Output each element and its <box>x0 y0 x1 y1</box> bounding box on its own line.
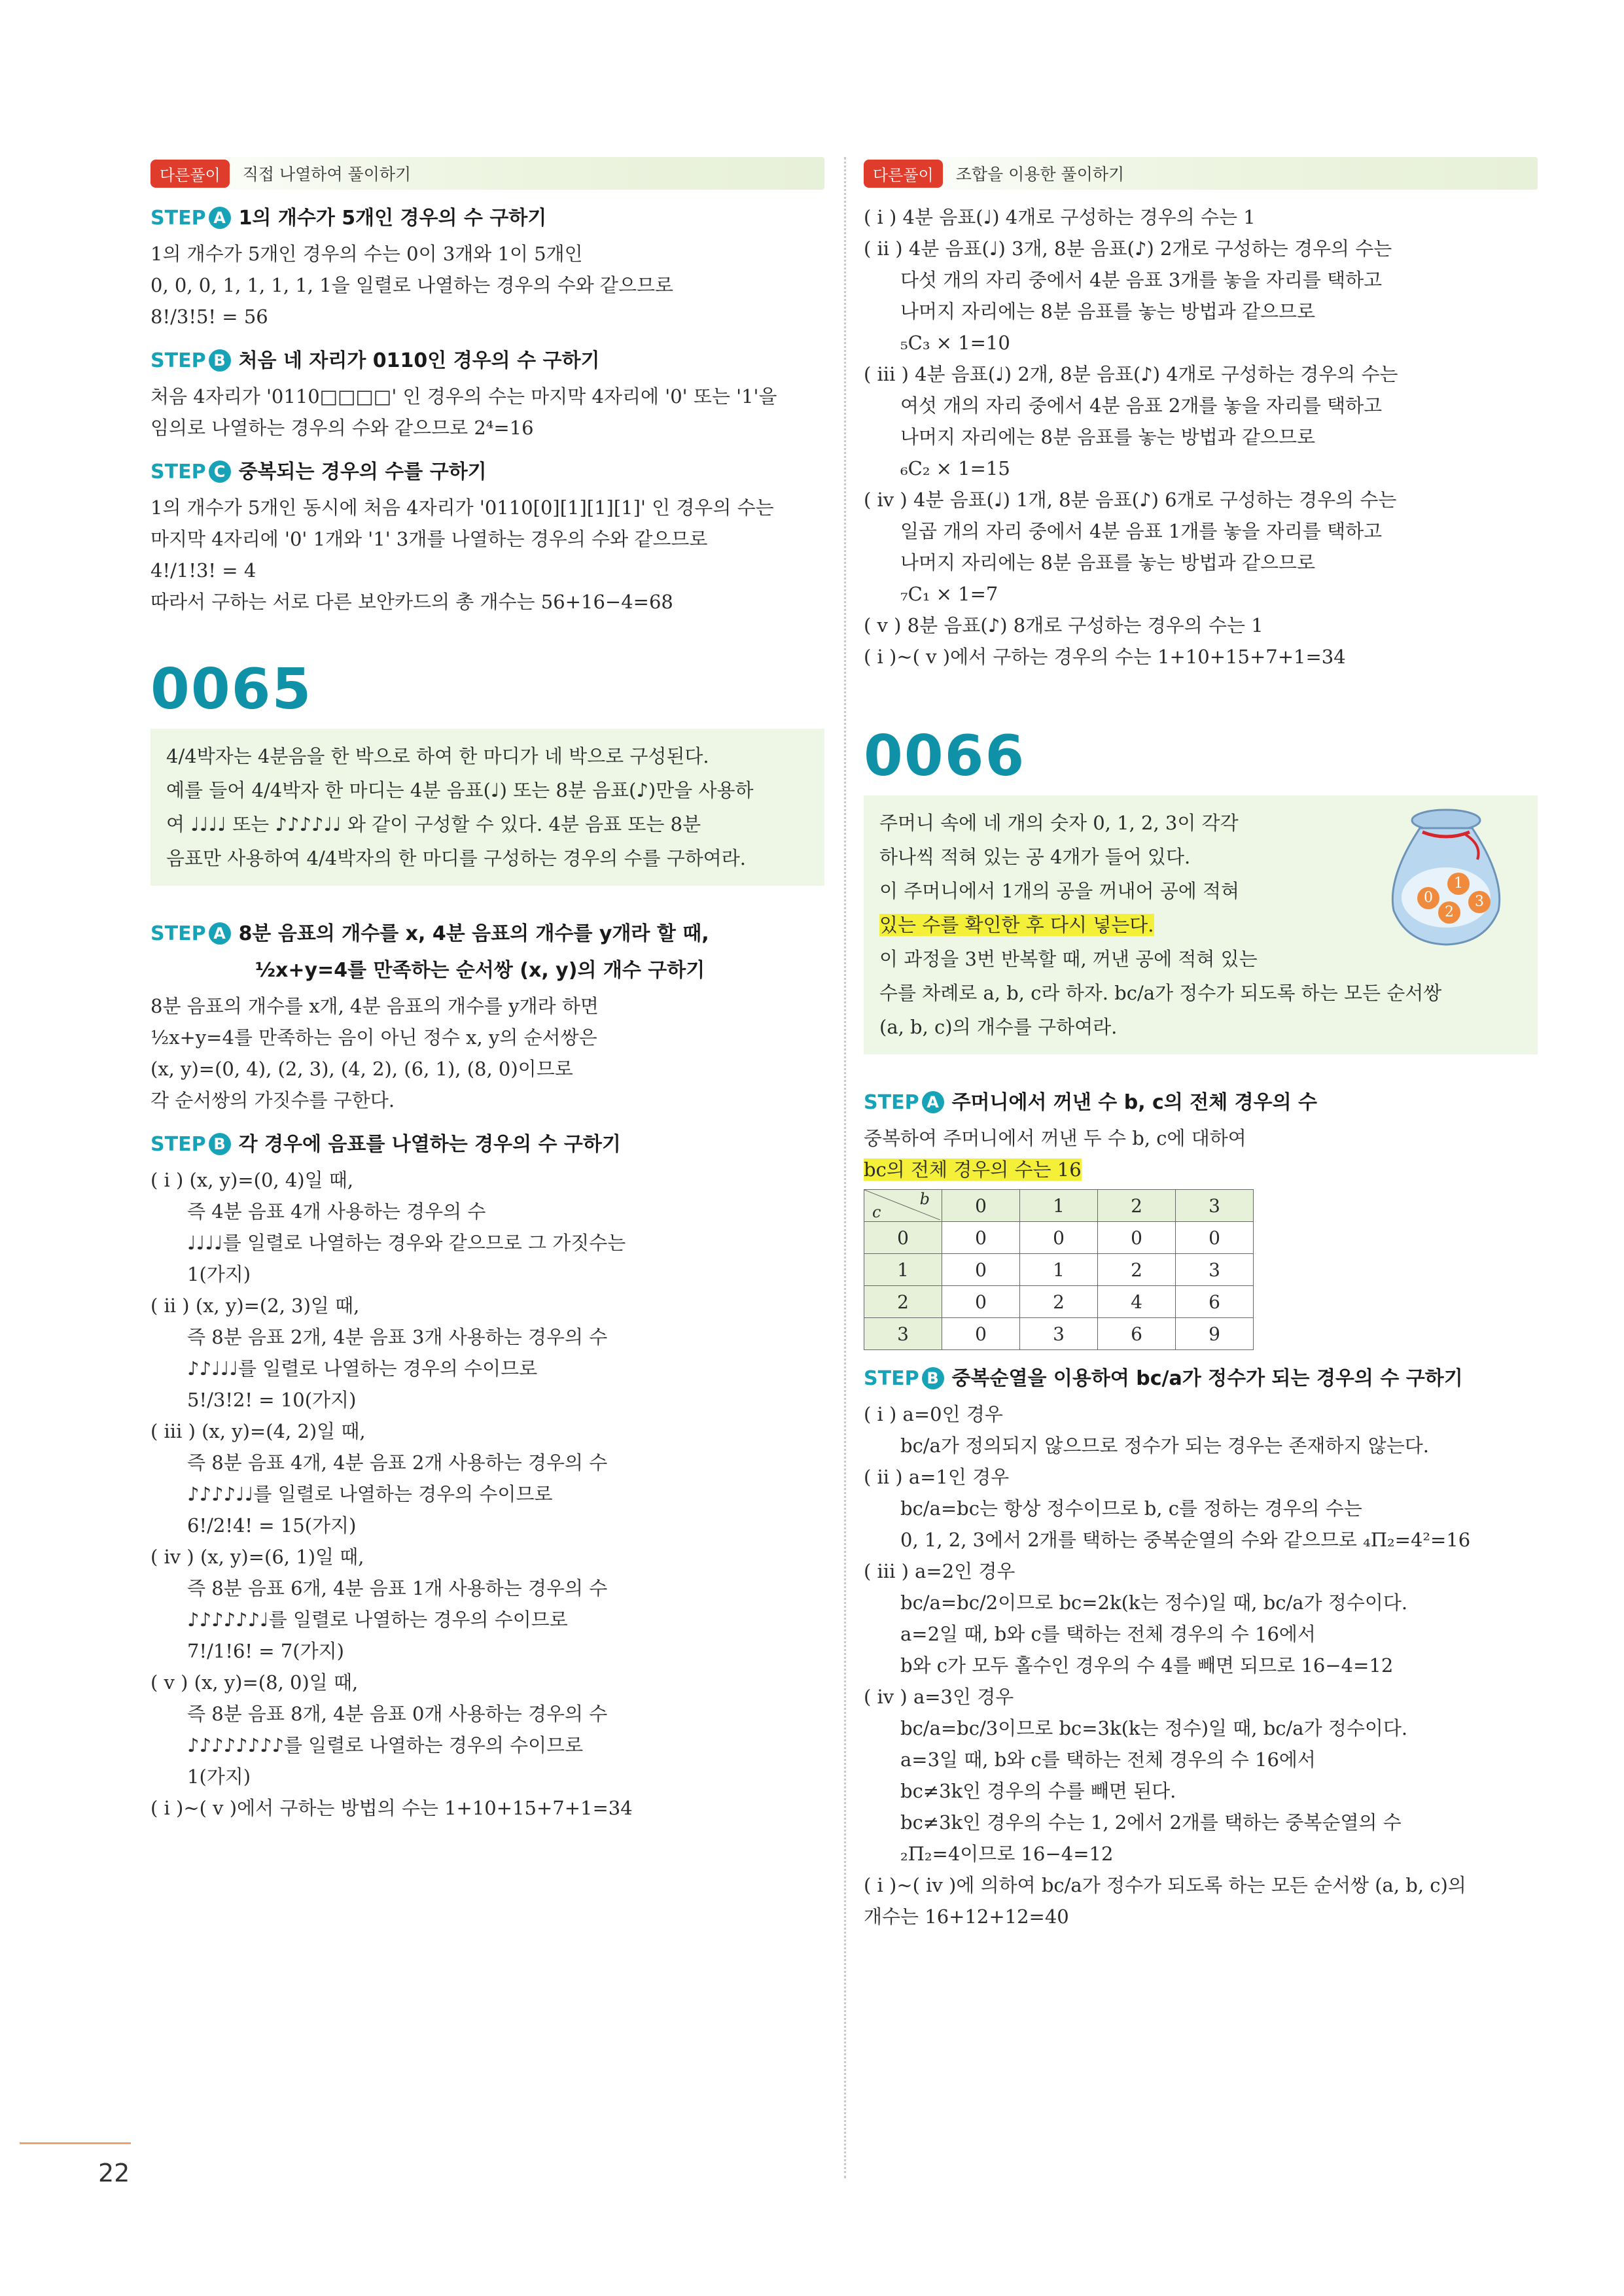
case-line: 나머지 자리에는 8분 음표를 놓는 방법과 같으므로 <box>900 426 1316 448</box>
case-line: ♪♪♪♪♩♩를 일렬로 나열하는 경우의 수이므로 <box>187 1483 553 1505</box>
table-cell: 6 <box>1098 1318 1176 1350</box>
text-line: ½x+y=4를 만족하는 음이 아닌 정수 x, y의 순서쌍은 <box>150 1026 597 1049</box>
case-heading: ( iii ) (x, y)=(4, 2)일 때, <box>150 1420 366 1442</box>
table-row-header: 1 <box>864 1254 942 1286</box>
case-heading: ( iv ) a=3인 경우 <box>864 1686 1014 1708</box>
table-cell: 0 <box>942 1222 1020 1254</box>
step-letter-badge: A <box>209 207 231 229</box>
ball-2 <box>1438 901 1460 924</box>
alt-solution-title: 조합을 이용한 풀이하기 <box>955 165 1125 184</box>
formula-line: 8!/3!5! = 56 <box>150 305 268 328</box>
formula-line: 4!/1!3! = 4 <box>150 559 256 582</box>
case-line: ♩♩♩♩를 일렬로 나열하는 경우와 같으므로 그 가짓수는 <box>187 1232 626 1254</box>
table-cell: 0 <box>1020 1222 1098 1254</box>
left-column <box>150 157 824 1824</box>
text-line: 1의 개수가 5개인 동시에 처음 4자리가 '0110[0][1][1][1]' 인 경우의 수는 <box>150 496 774 519</box>
problem-line: 여 ♩♩♩♩ 또는 ♪♪♪♪♩♩ 와 같이 구성할 수 있다. 4분 음표 또는 8분 <box>166 813 701 835</box>
product-table <box>864 1189 1254 1350</box>
step-label: STEP <box>150 461 206 483</box>
step-letter-badge: B <box>922 1367 944 1389</box>
table-row-header: 2 <box>864 1286 942 1318</box>
case-line: 6!/2!4! = 15(가지) <box>187 1514 357 1537</box>
highlighted-text: bc의 전체 경우의 수는 16 <box>864 1158 1082 1181</box>
case-line: ₂Π₂=4이므로 16−4=12 <box>900 1843 1114 1865</box>
case-line: 즉 4분 음표 4개 사용하는 경우의 수 <box>187 1200 486 1223</box>
case-line: 즉 8분 음표 4개, 4분 음표 2개 사용하는 경우의 수 <box>187 1452 608 1474</box>
case-line: 즉 8분 음표 2개, 4분 음표 3개 사용하는 경우의 수 <box>187 1326 608 1348</box>
case-line: bc/a=bc/2이므로 bc=2k(k는 정수)일 때, bc/a가 정수이다. <box>900 1592 1408 1614</box>
step-letter-badge: A <box>922 1091 944 1113</box>
text-line: 중복하여 주머니에서 꺼낸 두 수 b, c에 대하여 <box>864 1127 1246 1149</box>
problem-line: 이 과정을 3번 반복할 때, 꺼낸 공에 적혀 있는 <box>879 948 1258 970</box>
table-cell: 3 <box>1176 1254 1254 1286</box>
case-line: ♪♪♩♩♩를 일렬로 나열하는 경우의 수이므로 <box>187 1357 538 1380</box>
case-block <box>150 1164 824 1290</box>
table-row-header: 0 <box>864 1222 942 1254</box>
case-line: 여섯 개의 자리 중에서 4분 음표 2개를 놓을 자리를 택하고 <box>900 394 1383 417</box>
case-line: 나머지 자리에는 8분 음표를 놓는 방법과 같으므로 <box>900 300 1316 322</box>
text-line: (x, y)=(0, 4), (2, 3), (4, 2), (6, 1), (8, 0)이므로 <box>150 1058 573 1080</box>
table-col-header: 1 <box>1020 1190 1098 1222</box>
table-col-header: 2 <box>1098 1190 1176 1222</box>
case-line: 일곱 개의 자리 중에서 4분 음표 1개를 놓을 자리를 택하고 <box>900 520 1383 542</box>
case-line: 나머지 자리에는 8분 음표를 놓는 방법과 같으므로 <box>900 551 1316 574</box>
table-cell: 0 <box>942 1318 1020 1350</box>
case-heading: ( iii ) 4분 음표(♩) 2개, 8분 음표(♪) 4개로 구성하는 경우의 수는 <box>864 363 1398 385</box>
table-cell: 1 <box>1020 1254 1098 1286</box>
formula-line: ₇C₁ × 1=7 <box>900 583 998 605</box>
case-block <box>150 1416 824 1541</box>
problem-line: 하나씩 적혀 있는 공 4개가 들어 있다. <box>879 846 1191 868</box>
step-label: STEP <box>864 1367 919 1390</box>
formula-line: ₅C₃ × 1=10 <box>900 332 1010 354</box>
conclusion-line: 따라서 구하는 서로 다른 보안카드의 총 개수는 56+16−4=68 <box>150 591 673 613</box>
ball-label: 0 <box>1424 890 1433 906</box>
pouch-illustration <box>1368 799 1525 950</box>
problem-number: 0066 <box>864 723 1026 789</box>
alt-solution-badge: 다른풀이 <box>864 160 943 188</box>
problem-line: 주머니 속에 네 개의 숫자 0, 1, 2, 3이 각각 <box>879 812 1239 834</box>
case-heading: ( ii ) (x, y)=(2, 3)일 때, <box>150 1295 360 1317</box>
conclusion-line: ( i )~( v )에서 구하는 경우의 수는 1+10+15+7+1=34 <box>864 646 1346 668</box>
table-corner-cell <box>864 1190 942 1222</box>
case-line: a=2일 때, b와 c를 택하는 전체 경우의 수 16에서 <box>900 1623 1316 1645</box>
step-c-heading <box>150 455 824 484</box>
highlighted-text: 있는 수를 확인한 후 다시 넣는다. <box>879 914 1154 936</box>
table-col-header: 3 <box>1176 1190 1254 1222</box>
table-row <box>864 1318 1254 1350</box>
step-b-heading <box>150 1128 824 1157</box>
case-line: 즉 8분 음표 6개, 4분 음표 1개 사용하는 경우의 수 <box>187 1577 608 1599</box>
case-line: 0, 1, 2, 3에서 2개를 택하는 중복순열의 수와 같으므로 ₄Π₂=4²=16 <box>900 1529 1471 1551</box>
formula-line: ₆C₂ × 1=15 <box>900 457 1010 479</box>
case-heading: ( iii ) a=2인 경우 <box>864 1560 1015 1582</box>
table-cell: 4 <box>1098 1286 1176 1318</box>
text-line <box>864 1154 1538 1185</box>
text-line: 1의 개수가 5개인 경우의 수는 0이 3개와 1이 5개인 <box>150 243 583 265</box>
case-line: bc/a=bc/3이므로 bc=3k(k는 정수)일 때, bc/a가 정수이다. <box>900 1717 1408 1739</box>
ball-label: 1 <box>1454 875 1463 892</box>
case-line: 1(가지) <box>187 1263 251 1285</box>
case-heading: ( v ) (x, y)=(8, 0)일 때, <box>150 1671 359 1694</box>
table-cell: 0 <box>942 1254 1020 1286</box>
text-line: 마지막 4자리에 '0' 1개와 '1' 3개를 나열하는 경우의 수와 같으므로 <box>150 528 708 550</box>
table-cell: 0 <box>1098 1222 1176 1254</box>
ball-0 <box>1417 887 1439 909</box>
case-line: bc≠3k인 경우의 수는 1, 2에서 2개를 택하는 중복순열의 수 <box>900 1811 1402 1834</box>
step-label: STEP <box>150 207 206 230</box>
table-row <box>864 1254 1254 1286</box>
case-line: bc≠3k인 경우의 수를 빼면 된다. <box>900 1780 1176 1802</box>
case-heading: ( iv ) (x, y)=(6, 1)일 때, <box>150 1546 364 1568</box>
conclusion-line: ( i )~( v )에서 구하는 방법의 수는 1+10+15+7+1=34 <box>150 1797 633 1819</box>
case-heading: ( iv ) 4분 음표(♩) 1개, 8분 음표(♪) 6개로 구성하는 경우의 수는 <box>864 489 1397 511</box>
step-title: 주머니에서 꺼낸 수 b, c의 전체 경우의 수 <box>951 1091 1318 1114</box>
alt-solution-badge: 다른풀이 <box>150 160 230 188</box>
case-line: b와 c가 모두 홀수인 경우의 수 4를 빼면 되므로 16−4=12 <box>900 1654 1394 1677</box>
table-row <box>864 1222 1254 1254</box>
step-letter-badge: B <box>209 1133 231 1155</box>
step-letter-badge: C <box>209 461 231 483</box>
case-line: ♪♪♪♪♪♪♪♪를 일렬로 나열하는 경우의 수이므로 <box>187 1734 584 1756</box>
case-heading: ( ii ) 4분 음표(♩) 3개, 8분 음표(♪) 2개로 구성하는 경우의 수는 <box>864 237 1392 260</box>
text-line: 각 순서쌍의 가짓수를 구한다. <box>150 1089 395 1111</box>
case-line: a=3일 때, b와 c를 택하는 전체 경우의 수 16에서 <box>900 1748 1316 1771</box>
right-column <box>864 157 1538 1932</box>
case-heading: ( ii ) a=1인 경우 <box>864 1466 1010 1488</box>
step-title: 1의 개수가 5개인 경우의 수 구하기 <box>238 207 547 230</box>
alt-solution-header <box>864 157 1538 190</box>
case-block <box>150 1290 824 1416</box>
table-row-header: 3 <box>864 1318 942 1350</box>
step-title: 중복순열을 이용하여 bc/a가 정수가 되는 경우의 수 구하기 <box>951 1367 1463 1390</box>
text-line: 0, 0, 0, 1, 1, 1, 1, 1을 일렬로 나열하는 경우의 수와 같으므로 <box>150 274 673 296</box>
problem-line: 수를 차례로 a, b, c라 하자. bc/a가 정수가 되도록 하는 모든 순서쌍 <box>879 982 1442 1004</box>
case-block <box>150 1667 824 1792</box>
conclusion-line: 개수는 16+12+12=40 <box>864 1905 1069 1928</box>
ball-label: 2 <box>1445 904 1454 920</box>
step-label: STEP <box>150 922 206 945</box>
problem-line: (a, b, c)의 개수를 구하여라. <box>879 1016 1118 1038</box>
case-heading: ( i ) 4분 음표(♩) 4개로 구성하는 경우의 수는 1 <box>864 206 1256 228</box>
table-cell: 0 <box>942 1286 1020 1318</box>
step-letter-badge: B <box>209 349 231 372</box>
case-heading: ( v ) 8분 음표(♪) 8개로 구성하는 경우의 수는 1 <box>864 614 1263 636</box>
step-label: STEP <box>150 349 206 372</box>
step-letter-badge: A <box>209 922 231 945</box>
problem-line: 4/4박자는 4분음을 한 박으로 하여 한 마디가 네 박으로 구성된다. <box>166 745 709 767</box>
problem-line: 이 주머니에서 1개의 공을 꺼내어 공에 적혀 <box>879 880 1239 902</box>
table-cell: 3 <box>1020 1318 1098 1350</box>
step-label: STEP <box>864 1091 919 1114</box>
case-heading: ( i ) a=0인 경우 <box>864 1403 1003 1425</box>
problem-number: 0065 <box>150 657 313 722</box>
page-number-rule <box>20 2142 131 2144</box>
table-row <box>864 1286 1254 1318</box>
page-number: 22 <box>98 2159 130 2187</box>
problem-line: 음표만 사용하여 4/4박자의 한 마디를 구성하는 경우의 수를 구하여라. <box>166 847 747 869</box>
table-cell: 9 <box>1176 1318 1254 1350</box>
case-block <box>150 1541 824 1667</box>
case-line: 즉 8분 음표 8개, 4분 음표 0개 사용하는 경우의 수 <box>187 1703 608 1725</box>
step-label: STEP <box>150 1133 206 1156</box>
case-line: 다섯 개의 자리 중에서 4분 음표 3개를 놓을 자리를 택하고 <box>900 269 1383 291</box>
table-cell: 0 <box>1176 1222 1254 1254</box>
text-line: 8분 음표의 개수를 x개, 4분 음표의 개수를 y개라 하면 <box>150 995 599 1017</box>
case-line: 7!/1!6! = 7(가지) <box>187 1640 344 1662</box>
step-title-continued: ½x+y=4를 만족하는 순서쌍 (x, y)의 개수 구하기 <box>255 959 705 982</box>
table-cell: 6 <box>1176 1286 1254 1318</box>
alt-solution-header <box>150 157 824 190</box>
alt-solution-body <box>864 201 1538 672</box>
step-title: 각 경우에 음표를 나열하는 경우의 수 구하기 <box>238 1133 621 1156</box>
problem-statement <box>150 729 824 886</box>
alt-solution-title: 직접 나열하여 풀이하기 <box>242 165 412 184</box>
case-line: ♪♪♪♪♪♪♩를 일렬로 나열하는 경우의 수이므로 <box>187 1609 568 1631</box>
case-line: bc/a=bc는 항상 정수이므로 b, c를 정하는 경우의 수는 <box>900 1497 1362 1520</box>
step-b-heading <box>864 1362 1538 1391</box>
step-a-heading <box>150 917 824 946</box>
table-col-header: 0 <box>942 1190 1020 1222</box>
ball-3 <box>1468 891 1491 913</box>
ball-label: 3 <box>1475 894 1484 910</box>
step-b-heading <box>150 344 824 373</box>
case-line: 1(가지) <box>187 1765 251 1788</box>
step-a-heading <box>864 1086 1538 1115</box>
column-divider <box>844 157 846 2178</box>
corner-label-b: b <box>919 1190 930 1208</box>
table-cell: 2 <box>1098 1254 1176 1286</box>
ball-1 <box>1447 873 1470 895</box>
step-title: 처음 네 자리가 0110인 경우의 수 구하기 <box>238 349 600 372</box>
corner-label-c: c <box>872 1203 881 1221</box>
text-line: 처음 4자리가 '0110□□□□' 인 경우의 수는 마지막 4자리에 '0' 또는 '1'을 <box>150 385 777 408</box>
step-title: 8분 음표의 개수를 x, 4분 음표의 개수를 y개라 할 때, <box>238 922 709 945</box>
problem-line: 예를 들어 4/4박자 한 마디는 4분 음표(♩) 또는 8분 음표(♪)만을 사용하 <box>166 779 754 801</box>
step-a-heading <box>150 201 824 230</box>
case-line: 5!/3!2! = 10(가지) <box>187 1389 357 1411</box>
problem-statement <box>864 795 1538 1054</box>
table-header-row <box>864 1190 1254 1222</box>
conclusion-line: ( i )~( iv )에 의하여 bc/a가 정수가 되도록 하는 모든 순서쌍 (a, b, c)의 <box>864 1874 1466 1896</box>
text-line: 임의로 나열하는 경우의 수와 같으므로 2⁴=16 <box>150 417 534 439</box>
case-heading: ( i ) (x, y)=(0, 4)일 때, <box>150 1169 354 1191</box>
case-line: bc/a가 정의되지 않으므로 정수가 되는 경우는 존재하지 않는다. <box>900 1435 1429 1457</box>
step-title: 중복되는 경우의 수를 구하기 <box>238 461 487 483</box>
table-cell: 2 <box>1020 1286 1098 1318</box>
